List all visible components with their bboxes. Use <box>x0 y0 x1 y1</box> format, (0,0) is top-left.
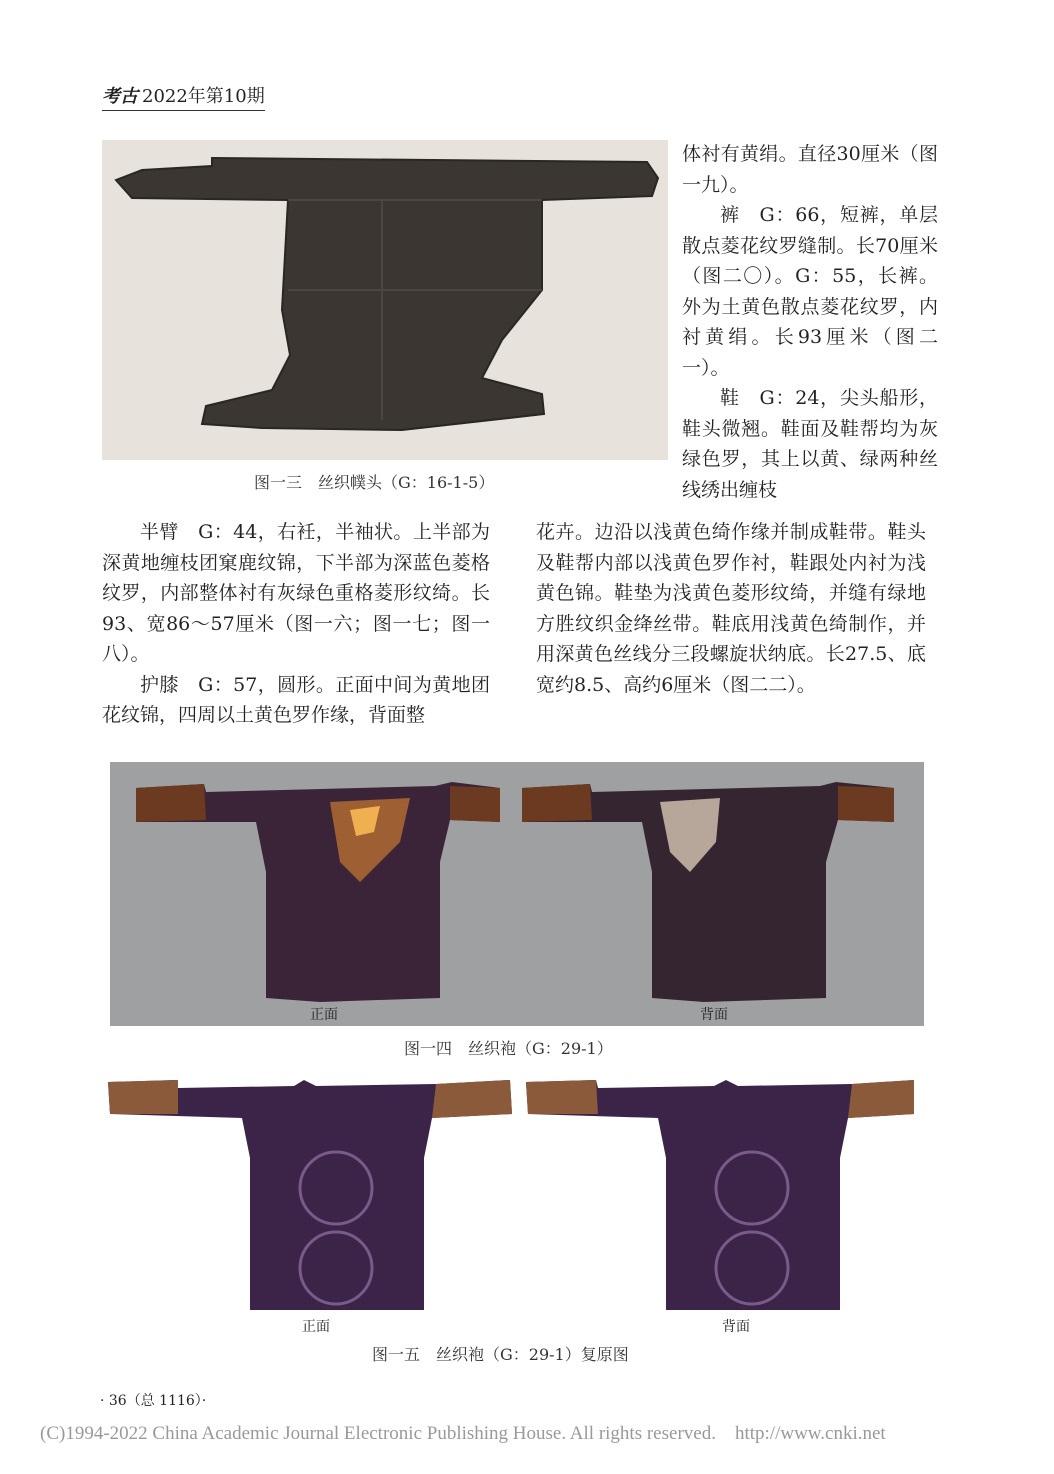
figure-14-photo <box>110 762 924 1026</box>
robe-back-photo <box>522 782 894 1002</box>
figure-15-photo <box>106 1078 916 1312</box>
figure-13-photo <box>102 140 668 460</box>
page-number: · 36（总 1116）· <box>100 1393 207 1409</box>
headwear-shape <box>116 158 658 430</box>
right-column-bottom <box>536 517 926 700</box>
headwear-illustration <box>102 140 668 460</box>
left-column <box>102 517 490 731</box>
figure-13-caption: 图一三 丝织幞头（G：16-1-5） <box>254 473 495 492</box>
right-column-top <box>682 139 938 505</box>
copyright-line: (C)1994-2022 China Academic Journal Electronic Publishing House. All rights reserved. http://www.cnki.net <box>40 1423 886 1444</box>
paragraph-left-2: 护膝 G：57，圆形。正面中间为黄地团花纹锦，四周以土黄色罗作缘，背面整 <box>102 673 490 726</box>
paragraph-right-2: 裤 G：66，短裤，单层散点菱花纹罗缝制。长70厘米（图二〇）。G：55，长裤。外为土黄色散点菱花纹罗，内衬黄绢。长93厘米（图二一）。 <box>682 204 938 379</box>
paragraph-right-3: 鞋 G：24，尖头船形，鞋头微翘。鞋面及鞋帮均为灰绿色罗，其上以黄、绿两种丝线绣出缠枝 <box>682 387 938 501</box>
reconstruction-back <box>526 1080 914 1310</box>
figure-14-back-label: 背面 <box>700 1007 728 1023</box>
running-header <box>102 82 265 111</box>
paragraph-right-1: 体衬有黄绢。直径30厘米（图一九）。 <box>682 143 938 196</box>
journal-logo: 考古 <box>102 86 138 107</box>
figure-15-front-label: 正面 <box>302 1319 330 1335</box>
robe-photos <box>110 762 924 1026</box>
paragraph-right-4: 花卉。边沿以浅黄色绮作缘并制成鞋带。鞋头及鞋帮内部以浅黄色罗作衬，鞋跟处内衬为浅黄色锦。鞋垫为浅黄色菱形纹绮，并缝有绿地方胜纹织金绛丝带。鞋底用浅黄色绮制作，并用深黄色丝线分三段螺旋状纳底。长27.5、底宽约8.5、高约6厘米（图二二）。 <box>536 521 926 696</box>
robe-reconstruction <box>106 1078 916 1312</box>
robe-front-photo <box>136 782 500 1002</box>
journal-issue: 2022年第10期 <box>142 86 265 107</box>
figure-14-caption: 图一四 丝织袍（G：29-1） <box>404 1039 613 1058</box>
figure-14-front-label: 正面 <box>310 1007 338 1023</box>
figure-15-back-label: 背面 <box>722 1319 750 1335</box>
figure-15-caption: 图一五 丝织袍（G：29-1）复原图 <box>372 1345 629 1364</box>
reconstruction-front <box>108 1080 512 1310</box>
paragraph-left-1: 半臂 G：44，右衽，半袖状。上半部为深黄地缠枝团窠鹿纹锦，下半部为深蓝色菱格纹罗，内部整体衬有灰绿色重格菱形纹绮。长93、宽86～57厘米（图一六；图一七；图一八）。 <box>102 521 490 665</box>
